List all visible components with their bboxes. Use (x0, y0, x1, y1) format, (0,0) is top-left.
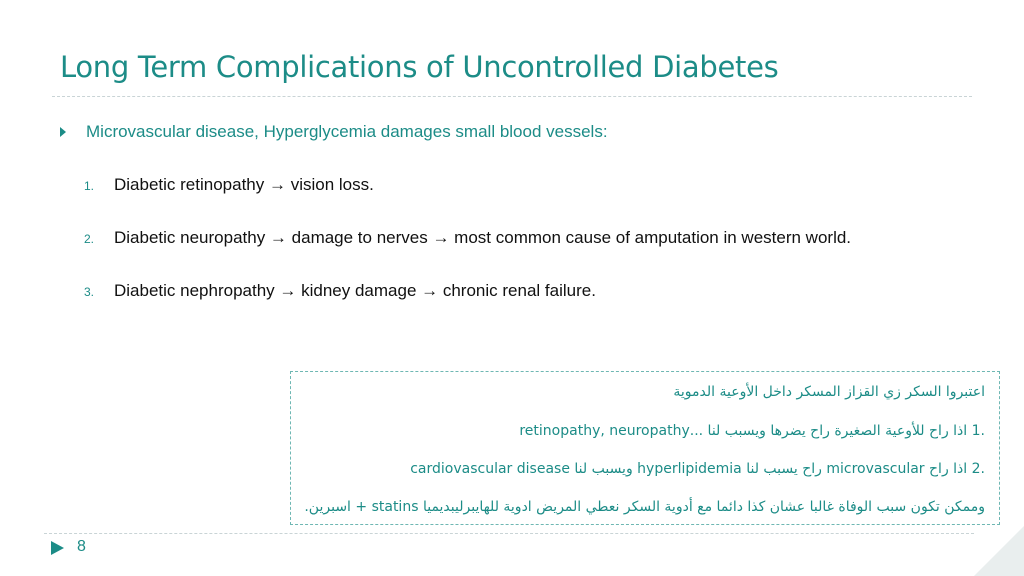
list-item-text: Diabetic nephropathy → kidney damage → chronic renal failure. (114, 281, 596, 300)
list-item (84, 281, 596, 301)
bullet-arrow-icon (60, 127, 66, 137)
list-item-number: 3. (84, 285, 95, 299)
page-number: 8 (77, 538, 86, 555)
list-item-number: 1. (84, 179, 95, 193)
note-line: .2 اذا راح microvascular راح يسبب لنا hyperlipidemia ويسبب لنا cardiovascular disease (410, 461, 985, 477)
slide-title: Long Term Complications of Uncontrolled Diabetes (60, 50, 779, 84)
note-line: اعتبروا السكر زي القزاز المسكر داخل الأوعية الدموية (673, 384, 985, 400)
main-bullet-text: Microvascular disease, Hyperglycemia damages small blood vessels: (86, 122, 608, 141)
title-divider (52, 96, 972, 97)
list-item-number: 2. (84, 232, 95, 246)
corner-decoration (974, 526, 1024, 576)
arabic-note-box (290, 371, 1000, 525)
footer-triangle-icon (51, 541, 64, 555)
note-line: وممكن تكون سبب الوفاة غالبا عشان كذا دائما مع أدوية السكر نعطي المريض ادوية للهايبرليبديميا statins + اسبرين. (304, 499, 985, 515)
main-bullet (60, 122, 608, 142)
list-item (84, 175, 374, 195)
list-item (84, 228, 851, 248)
list-item-text: Diabetic neuropathy → damage to nerves → most common cause of amputation in western world. (114, 228, 852, 247)
note-line: .1 اذا راح للأوعية الصغيرة راح يضرها ويسبب لنا ...retinopathy, neuropathy (519, 423, 985, 439)
list-item-text: Diabetic retinopathy → vision loss. (114, 175, 374, 194)
footer-divider (44, 533, 974, 534)
